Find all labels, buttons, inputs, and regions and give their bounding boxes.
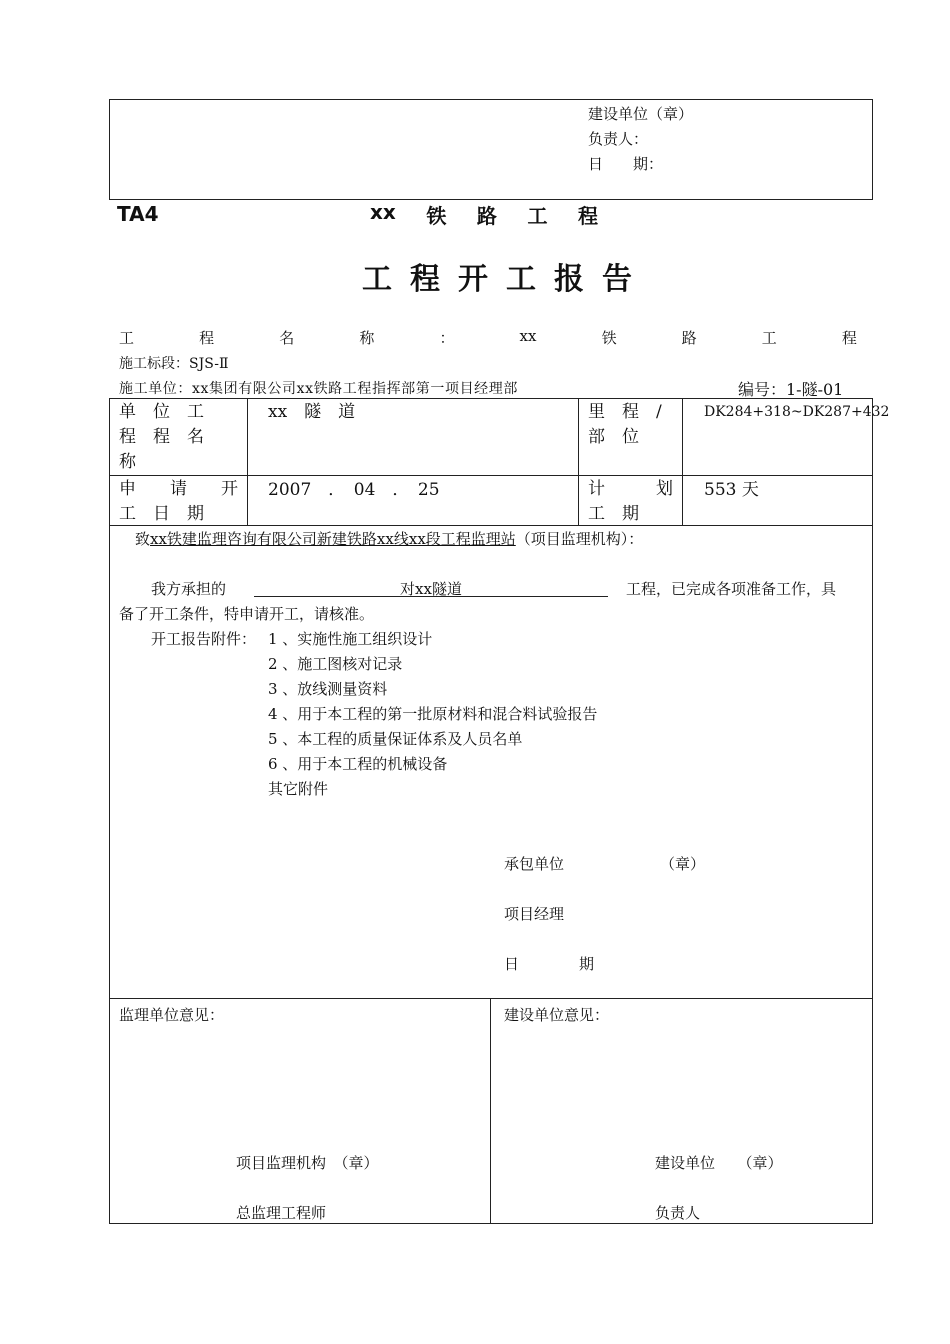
- attachment-item: 2 、施工图核对记录: [268, 655, 403, 673]
- unit-name-value: xx 隧 道: [268, 402, 356, 422]
- attachment-item: 4 、用于本工程的第一批原材料和混合料试验报告: [268, 705, 598, 723]
- para-line2: 备了开工条件，特申请开工，请核准。: [119, 605, 375, 623]
- plan-label: 计 划 工 期: [588, 479, 673, 524]
- attachment-item: 3 、放线测量资料: [268, 680, 388, 698]
- page-title: 工程开工报告: [362, 262, 650, 297]
- contractor-sign-label: 承包单位: [504, 855, 565, 873]
- opinion-divider: [490, 998, 491, 1224]
- supervisor-org: 项目监理机构 （章）: [236, 1154, 379, 1172]
- para-end: 工程，已完成各项准备工作，具: [626, 580, 837, 598]
- section-line: 施工标段：SJS-Ⅱ: [119, 356, 229, 372]
- project-name-line: 工 程 名 称 ： xx 铁 路 工 程: [119, 327, 857, 347]
- attachments-label: 开工报告附件：: [151, 630, 257, 648]
- row-divider: [109, 998, 873, 999]
- supervisor-engineer: 总监理工程师: [236, 1204, 327, 1222]
- mileage-value: DK284+318~DK287+432: [704, 404, 890, 420]
- form-code: TA4: [117, 202, 159, 226]
- col-divider: [682, 398, 683, 525]
- col-divider: [578, 398, 579, 525]
- contractor-seal: （章）: [660, 855, 706, 873]
- apply-date-label: 申 请 开 工 日 期: [119, 479, 238, 524]
- project-heading-char: 程: [578, 204, 598, 228]
- top-signature-box: [109, 99, 873, 200]
- project-heading-char: 铁: [426, 204, 447, 228]
- owner-opinion-title: 建设单位意见：: [504, 1006, 610, 1024]
- top-unit-label: 建设单位（章）: [588, 105, 694, 123]
- attachment-item: 1 、实施性施工组织设计: [268, 630, 433, 648]
- top-date-label: 日 期：: [588, 155, 664, 173]
- body-date-label: 日 期: [504, 955, 595, 973]
- top-person-label: 负责人：: [588, 130, 649, 148]
- attachment-item: 5 、本工程的质量保证体系及人员名单: [268, 730, 523, 748]
- contractor-line: 施工单位：xx集团有限公司xx铁路工程指挥部第一项目经理部: [119, 381, 518, 397]
- apply-date-value: 2007 ． 04 ． 25: [268, 480, 440, 500]
- col-divider: [247, 398, 248, 525]
- owner-person: 负责人: [655, 1204, 701, 1222]
- project-heading: [370, 200, 598, 229]
- para-start: 我方承担的: [151, 580, 227, 598]
- addressee-org: xx铁建监理咨询有限公司新建铁路xx线xx段工程监理站: [150, 530, 516, 548]
- attachment-item: 6 、用于本工程的机械设备: [268, 755, 448, 773]
- para-project-blank: [254, 578, 608, 597]
- plan-value: 553 天: [704, 480, 759, 500]
- mileage-label: 里 程 / 部 位: [588, 402, 662, 447]
- project-manager-label: 项目经理: [504, 905, 565, 923]
- addressee-line: 致xx铁建监理咨询有限公司新建铁路xx线xx段工程监理站（项目监理机构）：: [135, 530, 644, 548]
- supervisor-opinion-title: 监理单位意见：: [119, 1006, 225, 1024]
- owner-org: 建设单位 （章）: [655, 1154, 783, 1172]
- para-project: 对xx隧道: [400, 580, 462, 598]
- document-number: 编号：1-隧-01: [738, 380, 844, 399]
- project-heading-char: xx: [370, 200, 396, 224]
- project-heading-char: 工: [527, 204, 548, 228]
- row-divider: [109, 475, 873, 476]
- attachment-item: 其它附件: [268, 780, 329, 798]
- unit-name-label: 单 位 工 程 程 名 称: [119, 402, 204, 472]
- project-heading-char: 路: [476, 204, 497, 228]
